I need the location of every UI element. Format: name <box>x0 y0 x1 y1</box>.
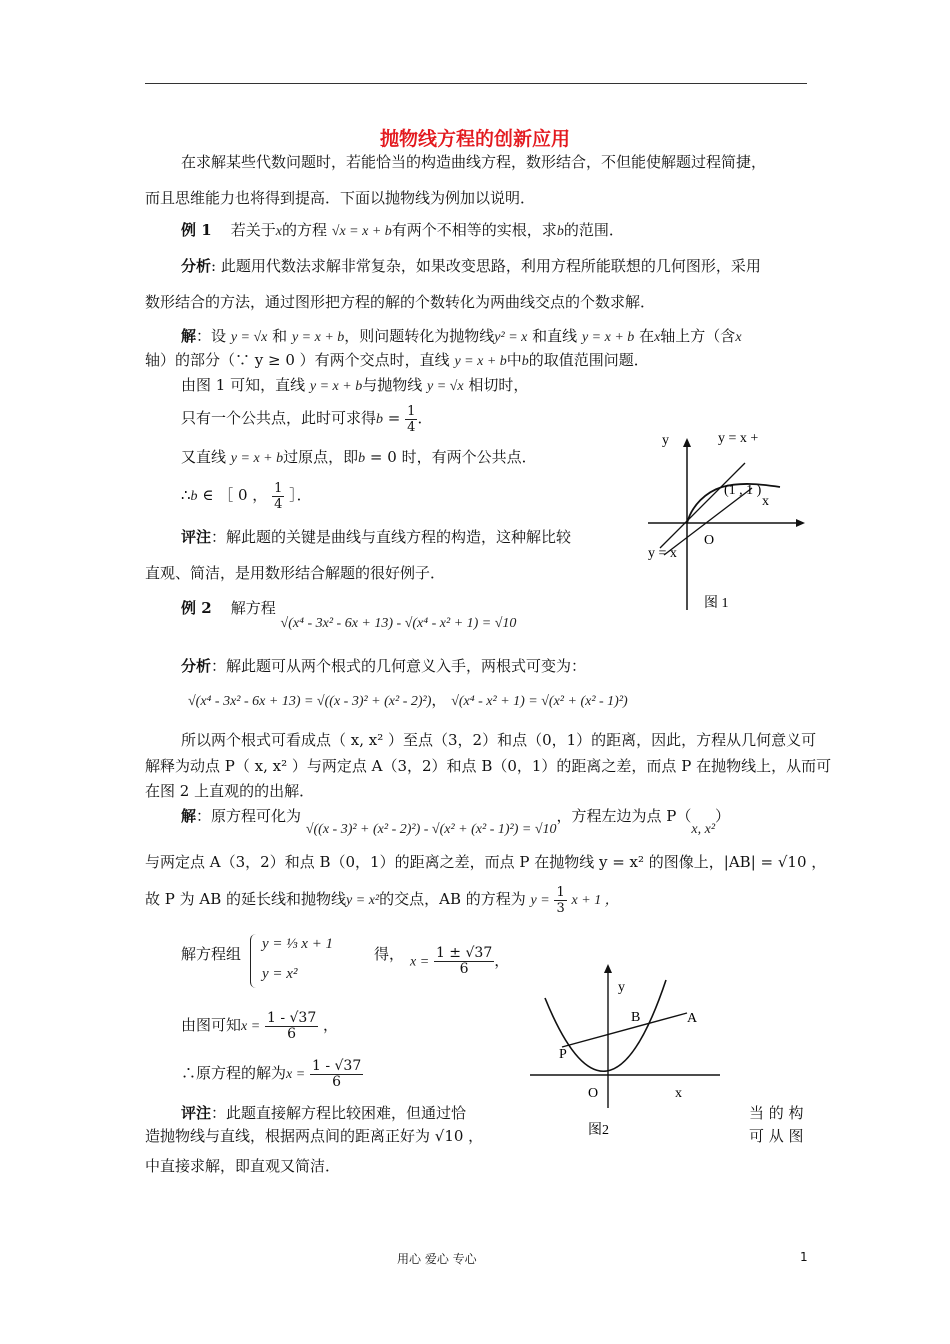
ex1-sol-l1-x2: x <box>735 330 742 345</box>
example-2-statement <box>181 598 517 631</box>
ex2-sol-l1-eq: √((x - 3)² + (x² - 2)²) - √(x² + (x² - 1)²) = √10 <box>305 822 557 837</box>
ex2-note-line-1-right: 当 的 构 <box>749 1104 804 1122</box>
ex1-sol-l6-b: b <box>190 489 198 504</box>
ex2-by-figure <box>181 1008 338 1044</box>
ex2-system-result: 得， <box>374 945 405 963</box>
ex1-sol-l2-eq: y = x + b <box>454 354 507 369</box>
ex2-sol-l3-b: 的交点，AB 的方程为 <box>379 890 526 908</box>
ex1-sol-l2-var-b: b <box>521 354 529 369</box>
roots-num: 1 ± √37 <box>435 945 493 961</box>
by-figure-tail: ， <box>323 1016 339 1034</box>
ex1-sol-l5-b: 过原点，即 <box>283 448 359 466</box>
example-2-label: 例 2 <box>181 599 212 617</box>
ex1-sol-l1-eq3: y² = x <box>494 330 528 345</box>
ex1-note-label: 评注 <box>181 528 212 546</box>
final-answer-x: x = <box>286 1067 306 1082</box>
fig1-caption: 图 1 <box>704 596 729 611</box>
fig1-x-label: x <box>762 494 769 509</box>
system-row-1: y = ⅓ x + 1 <box>262 936 334 952</box>
ex1-analysis-text-1: : 此题用代数法求解非常复杂，如果改变思路，利用方程所能联想的几何图形，采用 <box>211 257 761 275</box>
ex2-sol-l3-tail: x + 1 ， <box>571 893 619 908</box>
ex2-identity-a: √(x⁴ - 3x² - 6x + 13) = √((x - 3)² + (x² - 2)²) <box>188 694 432 709</box>
ex1-sol-l5-d: = 0 时，有两个公共点． <box>369 448 537 466</box>
therefore-symbol: ∴ <box>181 486 191 504</box>
final-answer-text: ∴原方程的解为 <box>181 1064 287 1082</box>
by-figure-x: x = <box>241 1019 261 1034</box>
fig2-p-label: P <box>559 1047 567 1062</box>
ex1-sol-l5-eq: y = x + b <box>230 451 284 466</box>
fig1-y-label: y <box>662 433 669 448</box>
ex2-sol-l3-a: 故 P 为 AB 的延长线和抛物线 <box>145 890 347 908</box>
final-answer-fraction <box>310 1059 363 1090</box>
figure-2 <box>525 958 725 1143</box>
frac-third-den: 3 <box>556 900 565 916</box>
ex1-sol-l3-b: 与抛物线 <box>362 376 423 394</box>
frac-den-2: 4 <box>274 496 283 512</box>
ex1-sol-l1-eq4: y = x + b <box>581 330 635 345</box>
by-figure-fraction <box>265 1011 318 1042</box>
fig2-x-label: x <box>675 1086 682 1101</box>
ex1-analysis-line-1 <box>181 256 761 276</box>
ex1-solution-label: 解 <box>181 327 197 345</box>
page-number: 1 <box>800 1250 808 1264</box>
ex1-sol-l6-d: ］． <box>289 486 312 504</box>
frac-num: 1 <box>407 403 416 419</box>
ex2-sol-l3-eq: y = x² <box>346 893 380 908</box>
ex1-sol-l1-eq2: y = x + b <box>291 330 345 345</box>
ex2-sol-l1-c: x, x² <box>691 822 716 837</box>
ex1-solution-line-4 <box>181 403 432 435</box>
fraction-one-third <box>554 885 566 916</box>
ex1-sol-l2-a: 轴）的部分（∵ y ≥ 0 ）有两个交点时，直线 <box>145 351 450 369</box>
final-answer-num: 1 - √37 <box>311 1057 362 1074</box>
ex1-sol-l2-b: 中 <box>506 351 522 369</box>
footer-motto: 用心 爱心 专心 <box>397 1252 477 1266</box>
header-rule <box>145 83 807 84</box>
roots-den: 6 <box>459 961 469 977</box>
ex1-sol-l1-d: 和直线 <box>532 327 578 345</box>
ex2-analysis-line <box>181 656 586 676</box>
ex1-analysis-line-2: 数形结合的方法，通过图形把方程的解的个数转化为两曲线交点的个数求解． <box>145 293 656 311</box>
ex1-sol-l6-c: ∈ ［ 0 ， <box>202 486 268 504</box>
fig1-line-label: y = x + <box>718 431 759 446</box>
roots-fraction <box>434 946 494 977</box>
page-title: 抛物线方程的创新应用 <box>379 128 570 150</box>
ex2-roots <box>410 946 509 977</box>
by-figure-text: 由图可知 <box>181 1016 242 1034</box>
ex1-solution-line-1 <box>181 326 742 348</box>
ex1-sol-l1-b: 和 <box>272 327 288 345</box>
ex1-var-b: b <box>556 224 564 239</box>
ex1-sol-l5-a: 又直线 <box>181 448 227 466</box>
ex1-solution-line-5 <box>181 447 537 469</box>
intro-line-1: 在求解某些代数问题时，若能恰当的构造曲线方程，数形结合，不但能使解题过程简捷， <box>181 153 767 171</box>
ex1-note-line-1 <box>181 527 571 547</box>
fig2-caption: 图2 <box>588 1123 609 1138</box>
ex1-text-a: 若关于 <box>230 221 276 239</box>
ex1-var-x: x <box>275 224 282 239</box>
system-brace <box>250 934 261 988</box>
intro-line-2: 而且思维能力也将得到提高．下面以抛物线为例加以说明． <box>145 189 536 207</box>
ex1-sol-l1-eq1: y = √x <box>230 330 268 345</box>
frac-num-2: 1 <box>274 480 283 496</box>
ex1-solution-line-2 <box>145 350 649 372</box>
ex1-sol-l1-f: 轴上方（含 <box>660 327 736 345</box>
ex1-sol-l5-c: b <box>358 451 366 466</box>
ex1-sol-l3-eq2: y = √x <box>427 379 464 394</box>
fig1-o-label: O <box>704 533 715 548</box>
ex1-sol-l1-e: 在 <box>639 327 655 345</box>
ex1-text-d: 的范围． <box>563 221 624 239</box>
ex2-solution-label: 解 <box>181 807 197 825</box>
ex2-system-label: 解方程组 <box>181 945 242 963</box>
ex2-paragraph-line-1: 所以两个根式可看成点（ x, x² ）至点（3，2）和点（0，1）的距离，因此，方程从几何意义可 <box>181 731 817 749</box>
ex2-identity-b: √(x⁴ - x² + 1) = √(x² + (x² - 1)²) <box>451 694 628 709</box>
roots-x: x = <box>410 954 430 970</box>
ex1-equation: √x = x + b <box>331 224 392 239</box>
fig1-yx-label: y = x <box>648 546 677 561</box>
ex1-sol-l3-c: 相切时， <box>468 376 529 394</box>
fig1-x-arrow-icon <box>796 519 805 527</box>
ex2-equation: √(x⁴ - 3x² - 6x + 13) - √(x⁴ - x² + 1) = √10 <box>280 616 517 631</box>
fig2-a-label: A <box>687 1011 698 1026</box>
example-1-label: 例 1 <box>181 221 212 239</box>
fig2-o-label: O <box>588 1086 599 1101</box>
ex2-sol-l1-d: ） <box>715 807 731 825</box>
fraction-one-quarter <box>405 404 417 435</box>
ex2-text-a: 解方程 <box>230 599 276 617</box>
ex1-text-c: 有两个不相等的实根，求 <box>391 221 557 239</box>
ex1-sol-l3-a: 由图 1 可知，直线 <box>181 376 306 394</box>
ex2-sol-l3-y: y = <box>530 893 550 908</box>
ex2-analysis-label: 分析 <box>181 657 212 675</box>
fig2-y-label: y <box>618 980 625 995</box>
ex2-analysis-text: ：解此题可从两个根式的几何意义入手，两根式可变为： <box>211 657 587 675</box>
roots-tail: ， <box>494 951 510 970</box>
ex2-note-line-1 <box>181 1103 466 1123</box>
ex1-sol-l1-x: x <box>654 330 661 345</box>
frac-den: 4 <box>407 419 416 435</box>
fig1-y-arrow-icon <box>683 438 691 447</box>
ex1-sol-l2-c: 的取值范围问题． <box>528 351 649 369</box>
ex1-sol-l4-b: b <box>376 412 384 427</box>
ex2-note-line-2: 造抛物线与直线，根据两点间的距离正好为 √10 ， <box>145 1127 484 1145</box>
ex1-analysis-label: 分析 <box>181 257 212 275</box>
ex2-note-line-2-right: 可 从 图 <box>749 1127 804 1145</box>
ex2-paragraph-line-3: 在图 2 上直观的的出解． <box>145 782 315 800</box>
ex1-note-text-1: ：解此题的关键是曲线与直线方程的构造，这种解比较 <box>211 528 572 546</box>
ex1-text-b: 的方程 <box>281 221 327 239</box>
figure-1 <box>640 420 810 620</box>
fig2-b-label: B <box>631 1010 641 1025</box>
by-figure-num: 1 - √37 <box>266 1009 317 1026</box>
ex2-sol-l1-a: ：原方程可化为 <box>196 807 302 825</box>
fig2-line-ab <box>562 1013 687 1047</box>
fraction-one-quarter-2 <box>272 481 284 512</box>
fig1-tangent-line <box>660 463 745 548</box>
final-answer-den: 6 <box>332 1073 342 1090</box>
ex2-final-answer <box>181 1056 363 1092</box>
ex1-sol-l3-eq1: y = x + b <box>309 379 363 394</box>
ex1-solution-line-3 <box>181 375 528 397</box>
fig2-y-arrow-icon <box>604 964 612 973</box>
ex2-sol-l1-b: ，方程左边为点 P（ <box>556 807 692 825</box>
fig1-point-label: (1 , 1 ) <box>724 483 762 498</box>
ex2-note-line-3: 中直接求解，即直观又简洁． <box>145 1157 341 1175</box>
ex1-sol-l4-a: 只有一个公共点，此时可求得 <box>181 409 377 427</box>
ex1-note-line-2: 直观、简洁，是用数形结合解题的很好例子． <box>145 564 446 582</box>
ex2-solution-line-2: 与两定点 A（3，2）和点 B（0，1）的距离之差，而点 P 在抛物线 y = x² 的图像上，|AB| = √10 ， <box>145 853 827 871</box>
example-1-statement <box>181 220 624 242</box>
ex2-note-label: 评注 <box>181 1104 212 1122</box>
ex2-solution-line-1 <box>181 806 731 837</box>
ex2-paragraph-line-2: 解释为动点 P（ x, x² ）与两定点 A（3，2）和点 B（0，1）的距离之差，而点 P 在抛物线上，从而可 <box>145 757 832 775</box>
frac-third-num: 1 <box>556 884 565 900</box>
by-figure-den: 6 <box>287 1025 297 1042</box>
ex1-sol-l1-a: ：设 <box>196 327 227 345</box>
ex2-radical-identities <box>188 690 628 712</box>
system-row-2: y = x² <box>262 966 298 982</box>
ex1-sol-l4-eq: = <box>387 409 401 427</box>
ex2-solution-line-3 <box>145 884 619 916</box>
ex2-note-text-1: ：此题直接解方程比较困难，但通过恰 <box>211 1104 467 1122</box>
ex1-sol-l1-c: ，则问题转化为抛物线 <box>344 327 495 345</box>
ex1-sol-l4-period: ． <box>417 409 433 427</box>
ex1-solution-line-6 <box>181 478 312 514</box>
ex2-identity-sep: ， <box>431 691 447 709</box>
